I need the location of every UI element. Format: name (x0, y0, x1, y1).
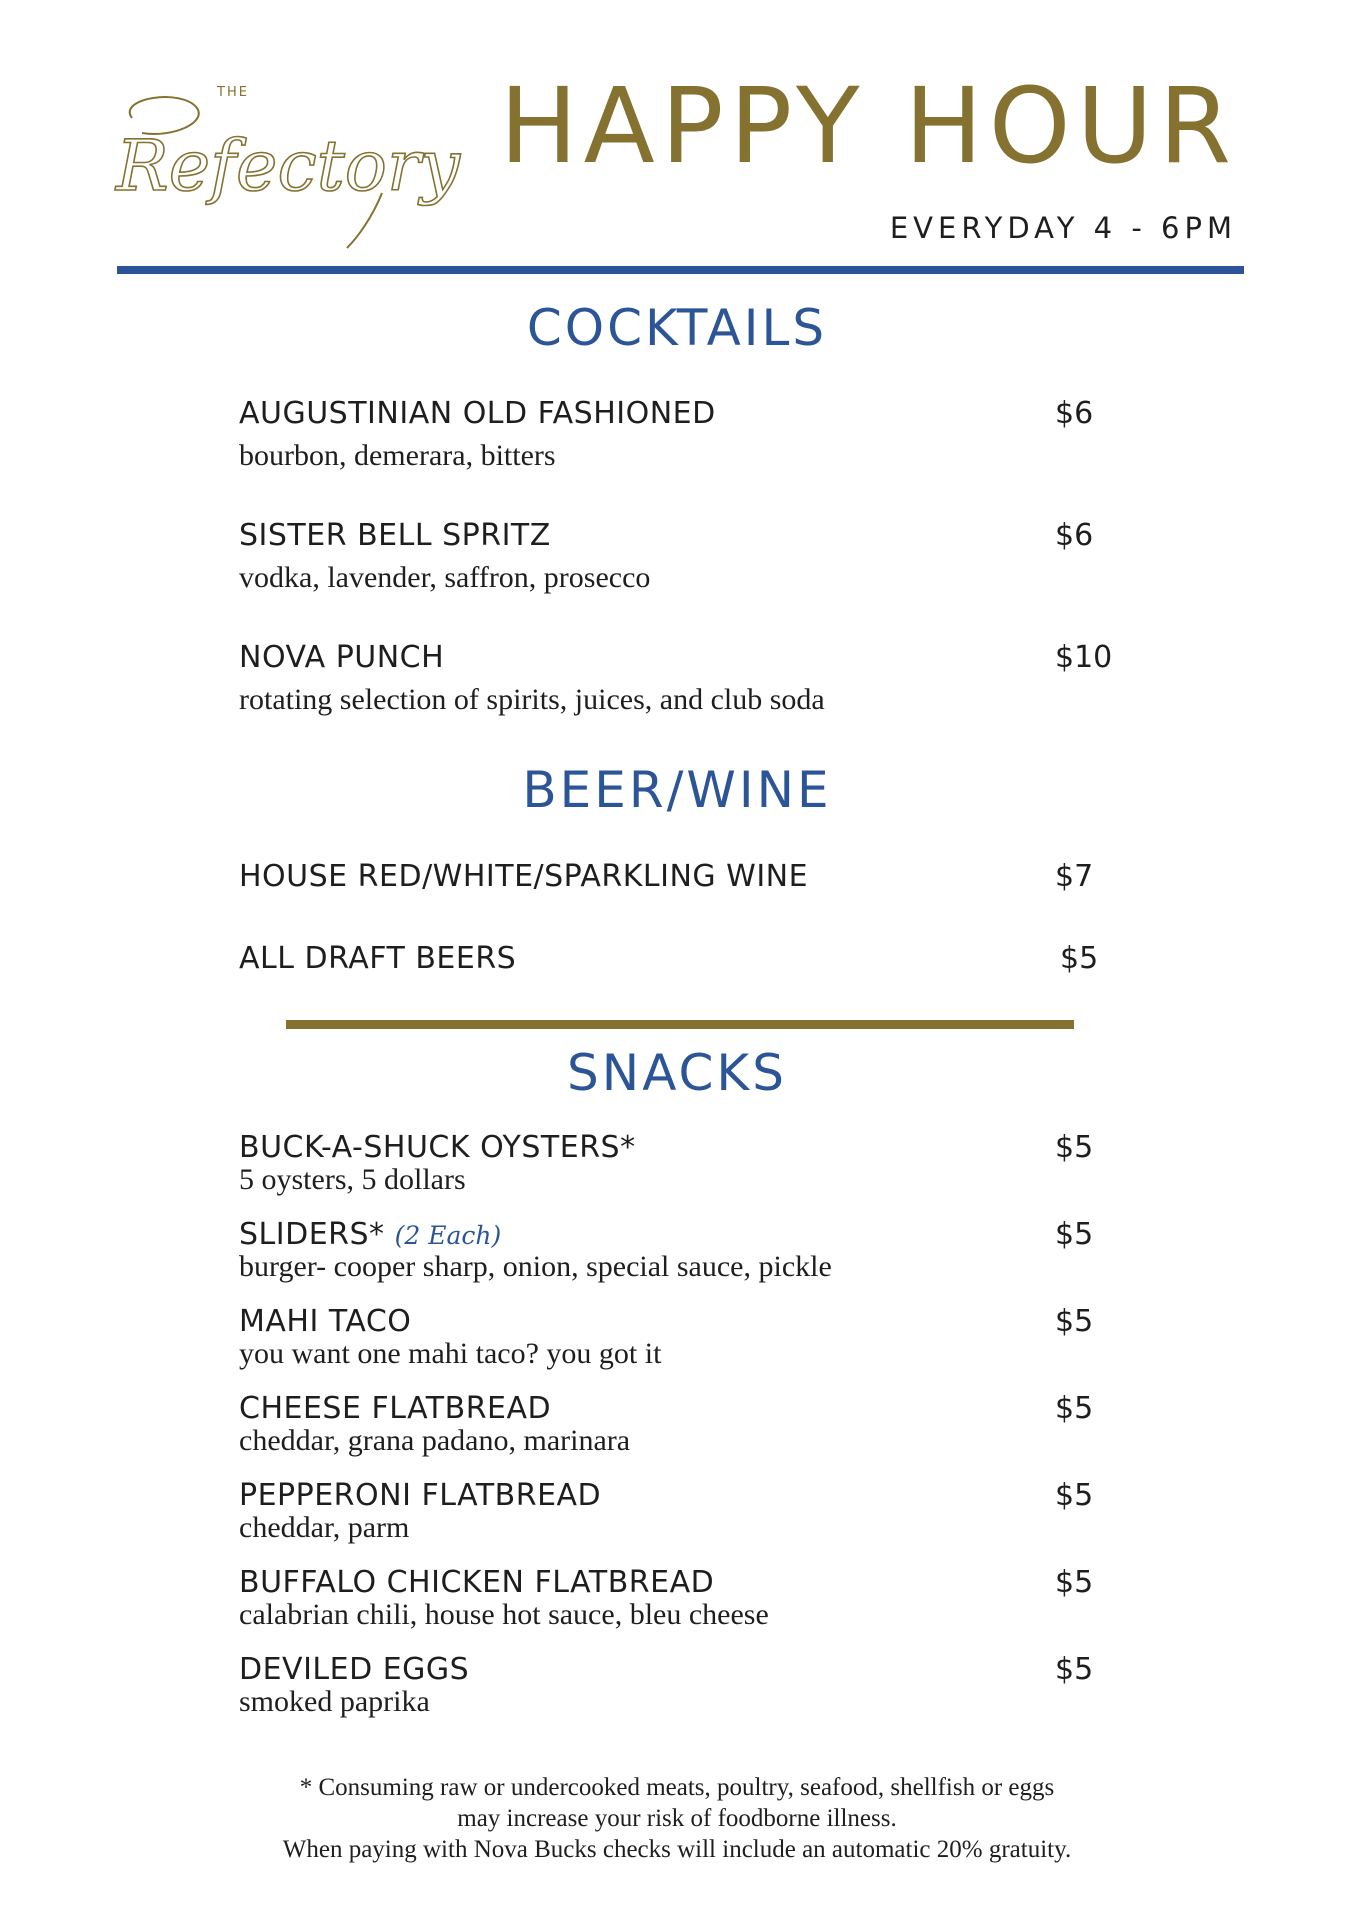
hours-subtitle: EVERYDAY 4 - 6PM (889, 211, 1237, 245)
item-price: $6 (1055, 396, 1094, 431)
item-price: $5 (1055, 1217, 1094, 1252)
item-name: ALL DRAFT BEERS (239, 941, 517, 976)
item-description: cheddar, grana padano, marinara (239, 1424, 631, 1457)
item-description: bourbon, demerara, bitters (239, 439, 556, 472)
item-description: you want one mahi taco? you got it (239, 1337, 662, 1370)
item-name: DEVILED EGGS (239, 1652, 470, 1687)
section-title-snacks: SNACKS (567, 1044, 787, 1102)
item-name: BUFFALO CHICKEN FLATBREAD (239, 1565, 715, 1600)
item-name: NOVA PUNCH (239, 640, 445, 675)
item-price: $5 (1060, 941, 1099, 976)
item-price: $5 (1055, 1565, 1094, 1600)
item-description: 5 oysters, 5 dollars (239, 1163, 466, 1196)
footer-disclaimer (0, 1772, 1354, 1865)
item-price: $10 (1055, 640, 1113, 675)
header-divider (117, 266, 1244, 274)
item-price: $5 (1055, 1304, 1094, 1339)
item-price: $7 (1055, 859, 1094, 894)
section-title-beer-wine: BEER/WINE (522, 761, 832, 819)
item-description: calabrian chili, house hot sauce, bleu cheese (239, 1598, 769, 1631)
item-name: MAHI TACO (239, 1304, 412, 1339)
item-description: vodka, lavender, saffron, prosecco (239, 561, 651, 594)
section-divider (286, 1020, 1074, 1029)
item-price: $6 (1055, 518, 1094, 553)
item-note: (2 Each) (394, 1221, 502, 1250)
item-description: cheddar, parm (239, 1511, 410, 1544)
item-name: CHEESE FLATBREAD (239, 1391, 552, 1426)
item-price: $5 (1055, 1391, 1094, 1426)
item-name: BUCK-A-SHUCK OYSTERS* (239, 1130, 636, 1165)
footer-line: When paying with Nova Bucks checks will include an automatic 20% gratuity. (282, 1836, 1072, 1863)
item-price: $5 (1055, 1130, 1094, 1165)
item-description: smoked paprika (239, 1685, 430, 1718)
footer-line: * Consuming raw or undercooked meats, poultry, seafood, shellfish or eggs (299, 1774, 1055, 1801)
item-description: burger- cooper sharp, onion, special sauce, pickle (239, 1250, 832, 1283)
footer-line: may increase your risk of foodborne illness. (457, 1805, 897, 1832)
item-name: PEPPERONI FLATBREAD (239, 1478, 602, 1513)
page-title: HAPPY HOUR (499, 65, 1237, 187)
item-price: $5 (1055, 1652, 1094, 1687)
item-price: $5 (1055, 1478, 1094, 1513)
refectory-logo (112, 78, 460, 258)
item-name: SISTER BELL SPRITZ (239, 518, 551, 553)
item-name: HOUSE RED/WHITE/SPARKLING WINE (239, 859, 809, 894)
logo-prefix: THE (217, 85, 249, 100)
item-name: AUGUSTINIAN OLD FASHIONED (239, 396, 716, 431)
item-name: SLIDERS* (239, 1217, 385, 1252)
item-description: rotating selection of spirits, juices, and club soda (239, 683, 825, 716)
logo-name: Refectory (116, 125, 460, 207)
section-title-cocktails: COCKTAILS (526, 299, 828, 357)
